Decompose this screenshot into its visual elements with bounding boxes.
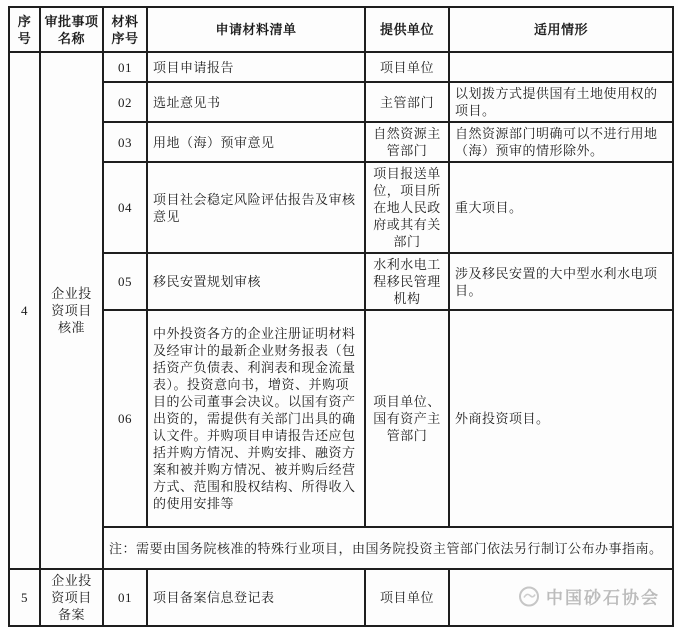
table-row — [9, 122, 673, 162]
table-row — [9, 52, 673, 82]
header-material-no: 材料 序号 — [103, 7, 147, 52]
header-row — [9, 7, 673, 52]
material-no-cell: 05 — [103, 253, 147, 310]
table-row — [9, 253, 673, 310]
material-name-cell: 中外投资各方的企业注册证明材料及经审计的最新企业财务报表（包括资产负债表、利润表和现金流量表）。投资意向书，增资、并购项目的公司董事会决议。以国有资产出资的，需提供有关部门出具的确认文件。并购项目申请报告还应包括并购方情况、并购安排、融资方案和被并购方情况、被并购后经营方式、范围和股权结构、所得收入的使用安排等 — [147, 310, 365, 527]
section-name-cell: 企业投资项目核准 — [40, 52, 103, 569]
material-no-cell: 06 — [103, 310, 147, 527]
situation-cell: 以划拨方式提供国有土地使用权的项目。 — [449, 82, 673, 122]
header-provider: 提供单位 — [365, 7, 449, 52]
section-name-cell: 企业投资项目备案 — [40, 569, 103, 626]
header-item-name: 审批事项 名称 — [40, 7, 103, 52]
provider-cell: 项目单位 — [365, 52, 449, 82]
material-no-cell: 02 — [103, 82, 147, 122]
material-no-cell: 04 — [103, 162, 147, 253]
situation-cell: 外商投资项目。 — [449, 310, 673, 527]
material-name-cell: 项目社会稳定风险评估报告及审核意见 — [147, 162, 365, 253]
table-row — [9, 569, 673, 626]
note-cell: 注：需要由国务院核准的特殊行业项目，由国务院投资主管部门依法另行制订公布办事指南。 — [103, 527, 673, 569]
material-name-cell: 用地（海）预审意见 — [147, 122, 365, 162]
situation-cell: 涉及移民安置的大中型水利水电项目。 — [449, 253, 673, 310]
provider-cell: 项目报送单位，项目所在地人民政府或其有关部门 — [365, 162, 449, 253]
header-situation: 适用情形 — [449, 7, 673, 52]
provider-cell: 水利水电工程移民管理机构 — [365, 253, 449, 310]
material-no-cell: 01 — [103, 52, 147, 82]
material-no-cell: 01 — [103, 569, 147, 626]
section-number-cell: 5 — [9, 569, 40, 626]
association-logo-icon — [518, 585, 540, 610]
situation-cell: 自然资源部门明确可以不进行用地（海）预审的情形除外。 — [449, 122, 673, 162]
provider-cell: 主管部门 — [365, 82, 449, 122]
situation-cell — [449, 52, 673, 82]
provider-cell: 项目单位、国有资产主管部门 — [365, 310, 449, 527]
note-row — [9, 527, 673, 569]
watermark-text: 中国砂石协会 — [546, 588, 660, 607]
provider-cell: 项目单位 — [365, 569, 449, 626]
material-name-cell: 项目申请报告 — [147, 52, 365, 82]
material-name-cell: 项目备案信息登记表 — [147, 569, 365, 626]
situation-cell: 重大项目。 — [449, 162, 673, 253]
provider-cell: 自然资源主管部门 — [365, 122, 449, 162]
approval-materials-table — [8, 6, 674, 627]
table-row — [9, 162, 673, 253]
header-serial: 序号 — [9, 7, 40, 52]
watermark — [518, 585, 660, 610]
material-name-cell: 选址意见书 — [147, 82, 365, 122]
material-name-cell: 移民安置规划审核 — [147, 253, 365, 310]
section-number-cell: 4 — [9, 52, 40, 569]
header-material-list: 申请材料清单 — [147, 7, 365, 52]
material-no-cell: 03 — [103, 122, 147, 162]
situation-cell — [449, 569, 673, 626]
table-row — [9, 310, 673, 527]
table-row — [9, 82, 673, 122]
